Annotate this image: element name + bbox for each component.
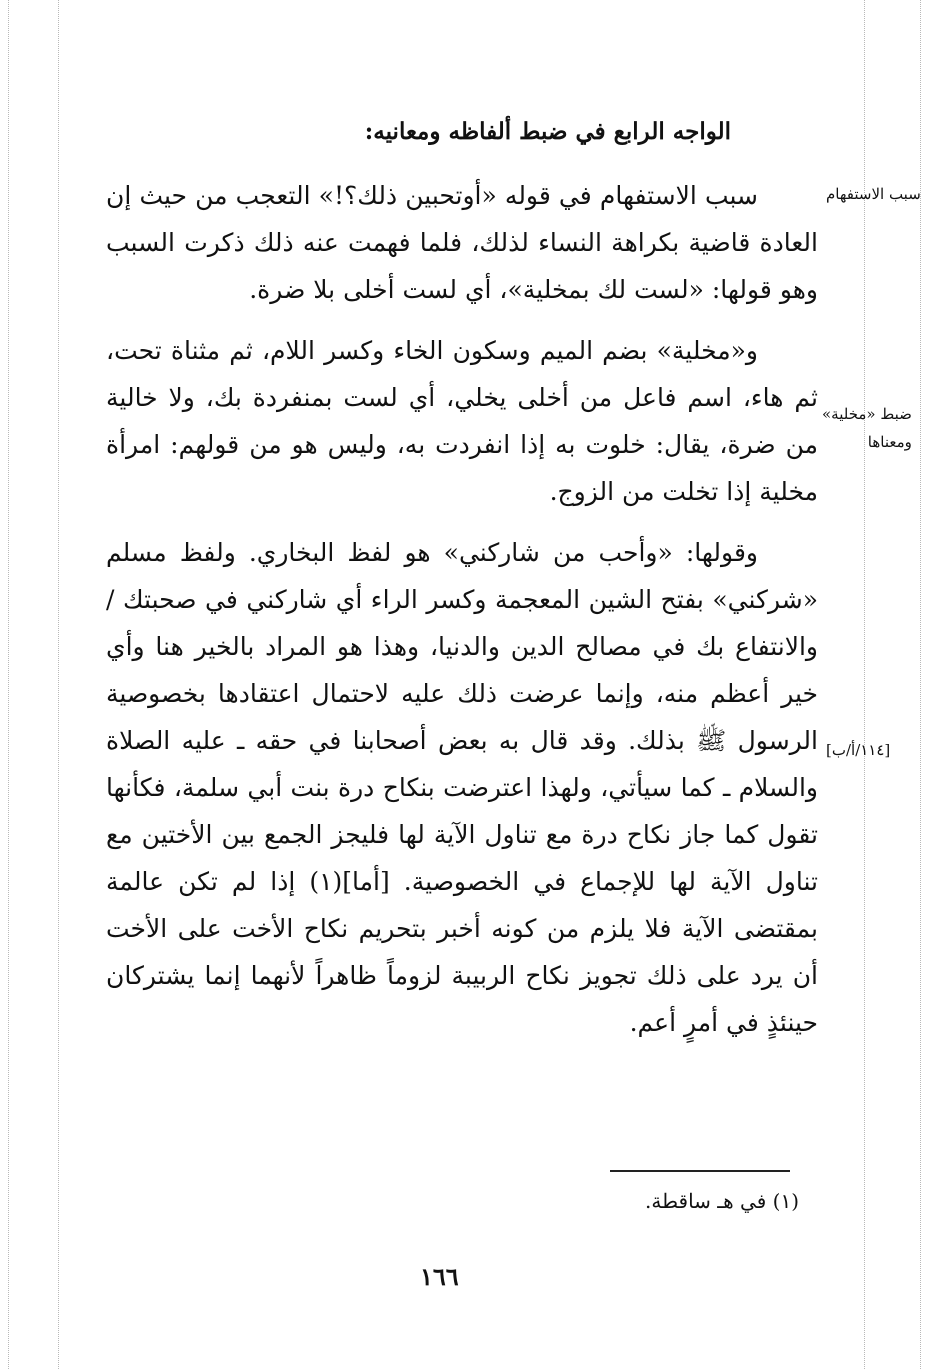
paragraph-1	[106, 172, 818, 313]
margin-note-line: ومعناها	[867, 433, 912, 451]
footnote: (١) في هـ ساقطة.	[645, 1189, 799, 1213]
margin-note-folio: [١١٤/أ/ب]	[826, 741, 891, 759]
paragraph-text: سبب الاستفهام في قوله «أوتحبين ذلك؟!» التعجب من حيث إن العادة قاضية بكراهة النساء لذلك، فلما فهمت عنه ذلك ذكرت السبب وهو قولها: «لست لك بمخلية»، أي لست أخلى بلا ضرة.	[106, 181, 819, 304]
paragraph-text: و«مخلية» بضم الميم وسكون الخاء وكسر اللام، ثم مثناة تحت، ثم هاء، اسم فاعل من أخلى يخلي، أي لست بمنفردة بك، ولا خالية من ضرة، يقال: خلوت به إذا انفردت به، وليس هو من قولهم: امرأة مخلية إذا تخلت من الزوج.	[106, 336, 818, 506]
footnote-separator	[610, 1170, 790, 1172]
paragraph-3	[106, 529, 818, 1046]
page-guide-line	[58, 0, 59, 1369]
margin-note-mukhliya	[822, 400, 912, 456]
page-guide-line	[8, 0, 9, 1369]
section-heading: الواجه الرابع في ضبط ألفاظه ومعانيه:	[364, 118, 731, 145]
margin-note-istifham: سبب الاستفهام	[826, 185, 921, 203]
paragraph-2	[106, 327, 818, 515]
margin-note-line: ضبط «مخلية»	[822, 405, 912, 423]
page-number: ١٦٦	[420, 1262, 459, 1291]
paragraph-text: وقولها: «وأحب من شاركني» هو لفظ البخاري. ولفظ مسلم «شركني» بفتح الشين المعجمة وكسر الراء أي شاركني في صحبتك / والانتفاع بك في مصالح الدين والدنيا، وهذا هو المراد بالخير هنا وأي خير أعظم منه، وإنما عرضت ذلك عليه لاحتمال اعتقادها بخصوصية الرسول ﷺ بذلك. وقد قال به بعض أصحابنا في حقه ـ عليه الصلاة والسلام ـ كما سيأتي، ولهذا اعترضت بنكاح درة بنت أبي سلمة، فكأنها تقول كما جاز نكاح درة مع تناول الآية لها فليجز الجمع بين الأختين مع تناول الآية لها للإجماع في الخصوصية. [أما](١) إذا لم تكن عالمة بمقتضى الآية فلا يلزم من كونه أخبر بتحريم نكاح الأخت على الأخت أن يرد على ذلك تجويز نكاح الربيبة لزوماً ظاهراً لأنهما إنما يشتركان حينئذٍ في أمرٍ أعم.	[106, 538, 818, 1037]
body-text	[106, 172, 818, 1046]
